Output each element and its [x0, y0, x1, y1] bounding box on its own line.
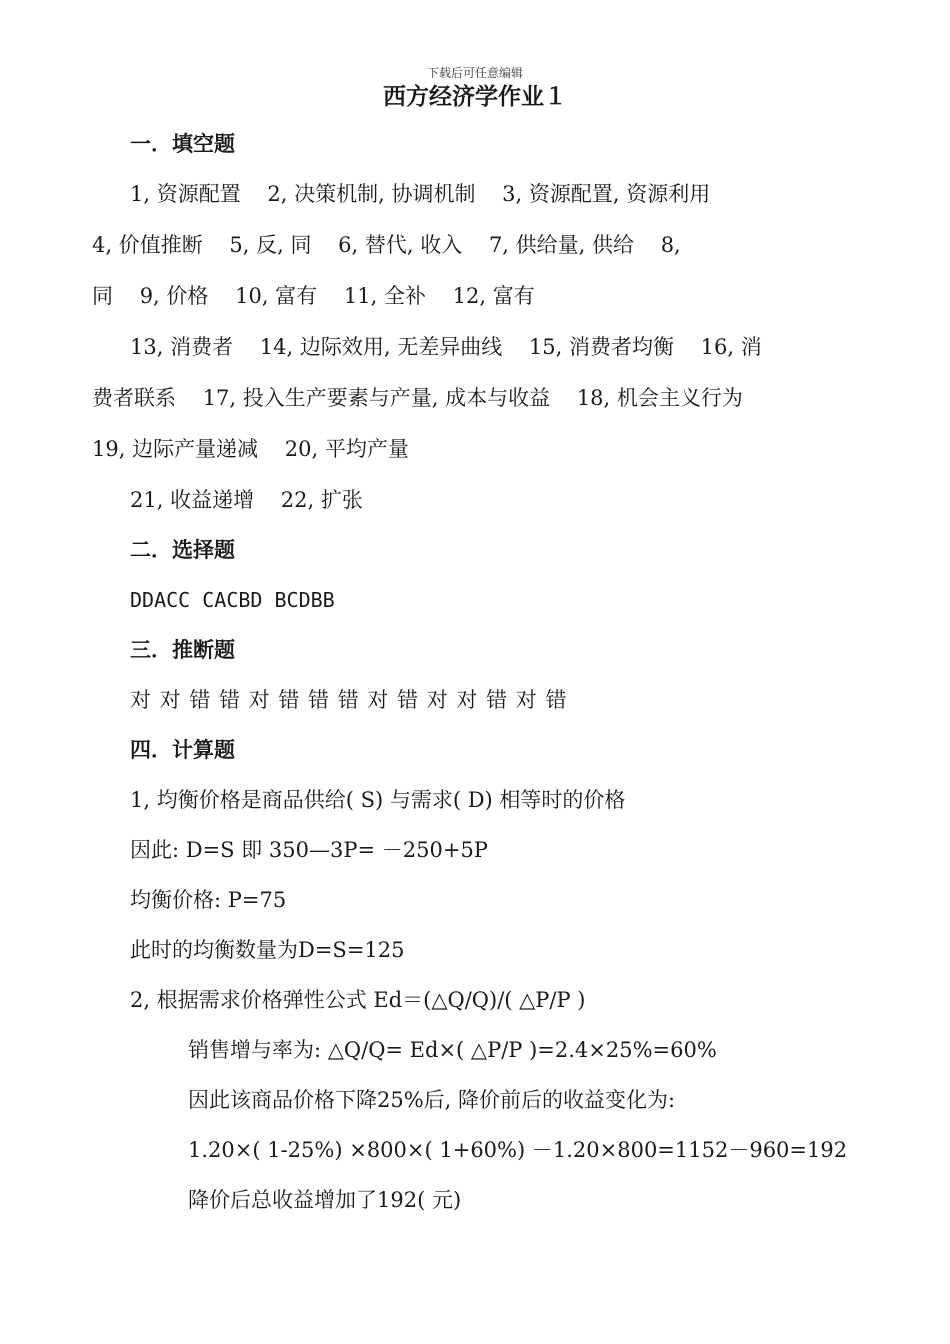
- true-false-answers: 对 对 错 错 对 错 错 错 对 错 对 对 错 对 错: [130, 688, 567, 712]
- document-title: 西方经济学作业１: [383, 83, 567, 110]
- calc-indented-line-4: 降价后总收益增加了192( 元): [188, 1188, 462, 1212]
- section-heading-calculation: 四．计算题: [130, 737, 235, 762]
- section-heading-fill-in: 一．填空题: [130, 131, 235, 156]
- multiple-choice-answers: DDACC CACBD BCDBB: [130, 588, 335, 612]
- calc-indented-line-2: 因此该商品价格下降25%后, 降价前后的收益变化为:: [188, 1088, 676, 1112]
- watermark-text: 下载后可任意编辑: [426, 66, 523, 80]
- fill-in-line-5: 费者联系 17, 投入生产要素与产量, 成本与收益 18, 机会主义行为: [92, 386, 743, 410]
- fill-in-line-7: 21, 收益递增 22, 扩张: [130, 488, 363, 512]
- fill-in-line-2: 4, 价值推断 5, 反, 同 6, 替代, 收入 7, 供给量, 供给 8,: [92, 233, 681, 257]
- calc-indented-line-1: 销售增与率为: △Q/Q= Ed×( △P/P )=2.4×25%=60%: [188, 1038, 717, 1062]
- calc-line-2: 因此: D=S 即 350—3P= －250+5P: [130, 838, 488, 862]
- section-heading-multiple-choice: 二．选择题: [130, 537, 235, 562]
- calc-line-1: 1, 均衡价格是商品供给( S) 与需求( D) 相等时的价格: [130, 788, 626, 812]
- section-heading-true-false: 三．推断题: [130, 637, 235, 662]
- calc-line-5: 2, 根据需求价格弹性公式 Ed＝(△Q/Q)/( △P/P ): [130, 988, 586, 1012]
- fill-in-line-4: 13, 消费者 14, 边际效用, 无差异曲线 15, 消费者均衡 16, 消: [130, 335, 762, 359]
- calc-line-4: 此时的均衡数量为D=S=125: [130, 938, 405, 962]
- calc-indented-line-3: 1.20×( 1-25%) ×800×( 1+60%) －1.20×800=1152－960=192: [188, 1138, 848, 1162]
- fill-in-line-6: 19, 边际产量递减 20, 平均产量: [92, 437, 409, 461]
- fill-in-line-3: 同 9, 价格 10, 富有 11, 全补 12, 富有: [92, 284, 535, 308]
- calc-line-3: 均衡价格: P=75: [130, 888, 287, 912]
- fill-in-line-1: 1, 资源配置 2, 决策机制, 协调机制 3, 资源配置, 资源利用: [130, 182, 711, 206]
